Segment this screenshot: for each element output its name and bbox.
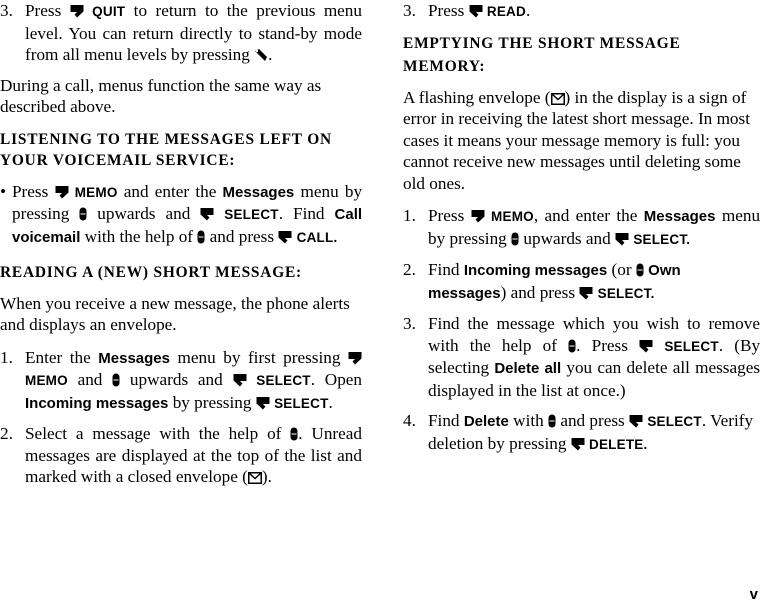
key-label-memo: MEMO: [491, 209, 534, 224]
text: . Find: [278, 204, 325, 223]
envelope-icon: [248, 472, 262, 484]
text: Press: [428, 206, 465, 225]
list-item-read: [403, 0, 760, 23]
menu-label-own-messages: Own messages: [428, 262, 681, 302]
menu-label-delete: Delete: [463, 413, 509, 430]
key-label-select: SELECT.: [597, 285, 655, 301]
menu-label-incoming-messages: Incoming messages: [25, 394, 169, 412]
text: . (By selecting: [428, 335, 760, 377]
scroll-key-icon: [511, 232, 519, 246]
text: Find: [428, 260, 460, 279]
scroll-key-icon: [568, 339, 576, 353]
item-number: 4.: [403, 411, 416, 430]
scroll-key-icon: [197, 230, 205, 244]
list-item-quit: [0, 0, 362, 66]
scroll-key-icon: [548, 414, 556, 428]
list-item-step2: [0, 423, 362, 488]
text: .: [268, 45, 273, 64]
text: menu by first pressing: [177, 347, 341, 367]
text: . Verify deletion by pressing: [428, 411, 754, 453]
left-softkey-icon: [70, 4, 84, 18]
key-label-select: SELECT: [664, 338, 719, 354]
key-label-read: READ: [486, 4, 526, 19]
section-heading-reading: READING A (NEW) SHORT MESSAGE:: [0, 264, 302, 281]
during-call-paragraph: During a call, menus function the same way as described above.: [0, 75, 322, 116]
menu-label-messages: Messages: [643, 208, 716, 225]
text: ) in the display is a sign of error in receiving the latest short message. In most cases it means your message memory is full: you cannot receive new messages until deleting some old ones.: [403, 87, 750, 193]
list-item-voicemail: [0, 181, 362, 249]
text: and press: [209, 226, 275, 246]
key-label-select: SELECT.: [633, 231, 691, 247]
text: Press: [25, 1, 62, 20]
list-item-step2: [403, 259, 760, 304]
item-number: 2.: [403, 260, 416, 279]
list-item-step1: [403, 205, 760, 250]
text: Find the message which you wish to remove with the help of: [428, 314, 760, 355]
text: upwards and: [97, 204, 191, 223]
text: , and enter the: [533, 206, 638, 225]
scroll-key-icon: [79, 207, 87, 221]
item-number: 1.: [403, 206, 416, 225]
left-softkey-icon: [55, 185, 69, 199]
left-softkey-icon: [348, 351, 362, 365]
key-label-call: CALL.: [296, 229, 338, 245]
right-softkey-icon: [233, 373, 247, 387]
page-number: v: [749, 586, 758, 603]
key-label-select: SELECT: [647, 414, 702, 429]
end-key-icon: [254, 48, 268, 62]
key-label-select: SELECT: [256, 373, 311, 388]
text: you can delete all messages displayed in the list at once.): [428, 358, 760, 400]
item-number: 2.: [0, 424, 13, 443]
text: Press: [428, 1, 465, 20]
text: .: [328, 392, 333, 412]
key-label-delete: DELETE.: [589, 436, 648, 452]
text: (or: [611, 260, 632, 279]
section-heading-voicemail: LISTENING TO THE MESSAGES LEFT ON YOUR VOICEMAIL SERVICE:: [0, 130, 332, 169]
key-label-memo: MEMO: [25, 373, 68, 388]
right-softkey-icon: [200, 207, 214, 221]
text: . Unread messages are displayed at the top of the list and marked with a closed envelope (: [25, 424, 362, 486]
scroll-key-icon: [636, 263, 644, 277]
text: A flashing envelope (: [403, 87, 551, 107]
list-item-step4: [403, 410, 760, 455]
right-softkey-icon: [615, 232, 629, 246]
menu-label-messages: Messages: [98, 349, 170, 367]
reading-intro-paragraph: When you receive a new message, the phone alerts and displays an envelope.: [0, 293, 350, 334]
scroll-key-icon: [112, 373, 120, 387]
text: ).: [261, 467, 272, 486]
text: . Press: [576, 335, 628, 355]
text: with the help of: [84, 226, 194, 246]
text: and: [77, 370, 103, 389]
key-label-quit: QUIT: [92, 4, 126, 19]
right-softkey-icon: [278, 230, 292, 244]
text: menu by pressing: [12, 181, 363, 223]
text: with: [513, 411, 544, 430]
left-softkey-icon: [471, 209, 485, 223]
item-number: 3.: [403, 1, 416, 20]
text: upwards and: [129, 370, 223, 389]
text: ) and press: [500, 282, 576, 302]
item-number: 3.: [0, 1, 13, 20]
text: upwards and: [523, 228, 611, 248]
key-label-select: SELECT: [274, 395, 329, 411]
text: and press: [560, 411, 625, 430]
emptying-intro-paragraph: [403, 87, 760, 195]
right-softkey-icon: [469, 4, 483, 18]
menu-label-call-voicemail: Call voicemail: [12, 206, 363, 246]
text: to return to the previous menu level. You can return directly to stand-by mode from all menu levels by pressing: [25, 1, 362, 64]
section-heading-emptying: EMPTYING THE SHORT MESSAGE MEMORY:: [403, 34, 681, 75]
item-number: 3.: [403, 314, 416, 333]
item-number: 1.: [0, 347, 13, 367]
text: .: [525, 1, 531, 20]
text: menu by pressing: [428, 206, 760, 248]
menu-label-delete-all: Delete all: [494, 360, 562, 377]
text: Select a message with the help of: [25, 424, 282, 443]
key-label-memo: MEMO: [74, 184, 118, 200]
menu-label-messages: Messages: [222, 183, 295, 201]
right-softkey-icon: [256, 396, 270, 410]
left-column: [0, 0, 362, 497]
text: and enter the: [123, 181, 217, 201]
text: by pressing: [172, 392, 252, 412]
text: Find: [428, 411, 460, 430]
right-softkey-icon: [639, 339, 653, 353]
right-softkey-icon: [629, 414, 643, 428]
right-column: [403, 0, 760, 464]
list-item-step3: [403, 313, 760, 401]
envelope-icon: [551, 93, 565, 105]
right-softkey-icon: [579, 286, 593, 300]
menu-label-incoming-messages: Incoming messages: [463, 262, 608, 279]
text: . Open: [310, 370, 363, 389]
text: Enter the: [25, 347, 91, 367]
text: Press: [12, 181, 49, 201]
list-item-step1: [0, 347, 362, 415]
right-softkey-icon: [571, 437, 585, 451]
key-label-select: SELECT: [224, 207, 279, 222]
bullet: •: [0, 181, 7, 201]
